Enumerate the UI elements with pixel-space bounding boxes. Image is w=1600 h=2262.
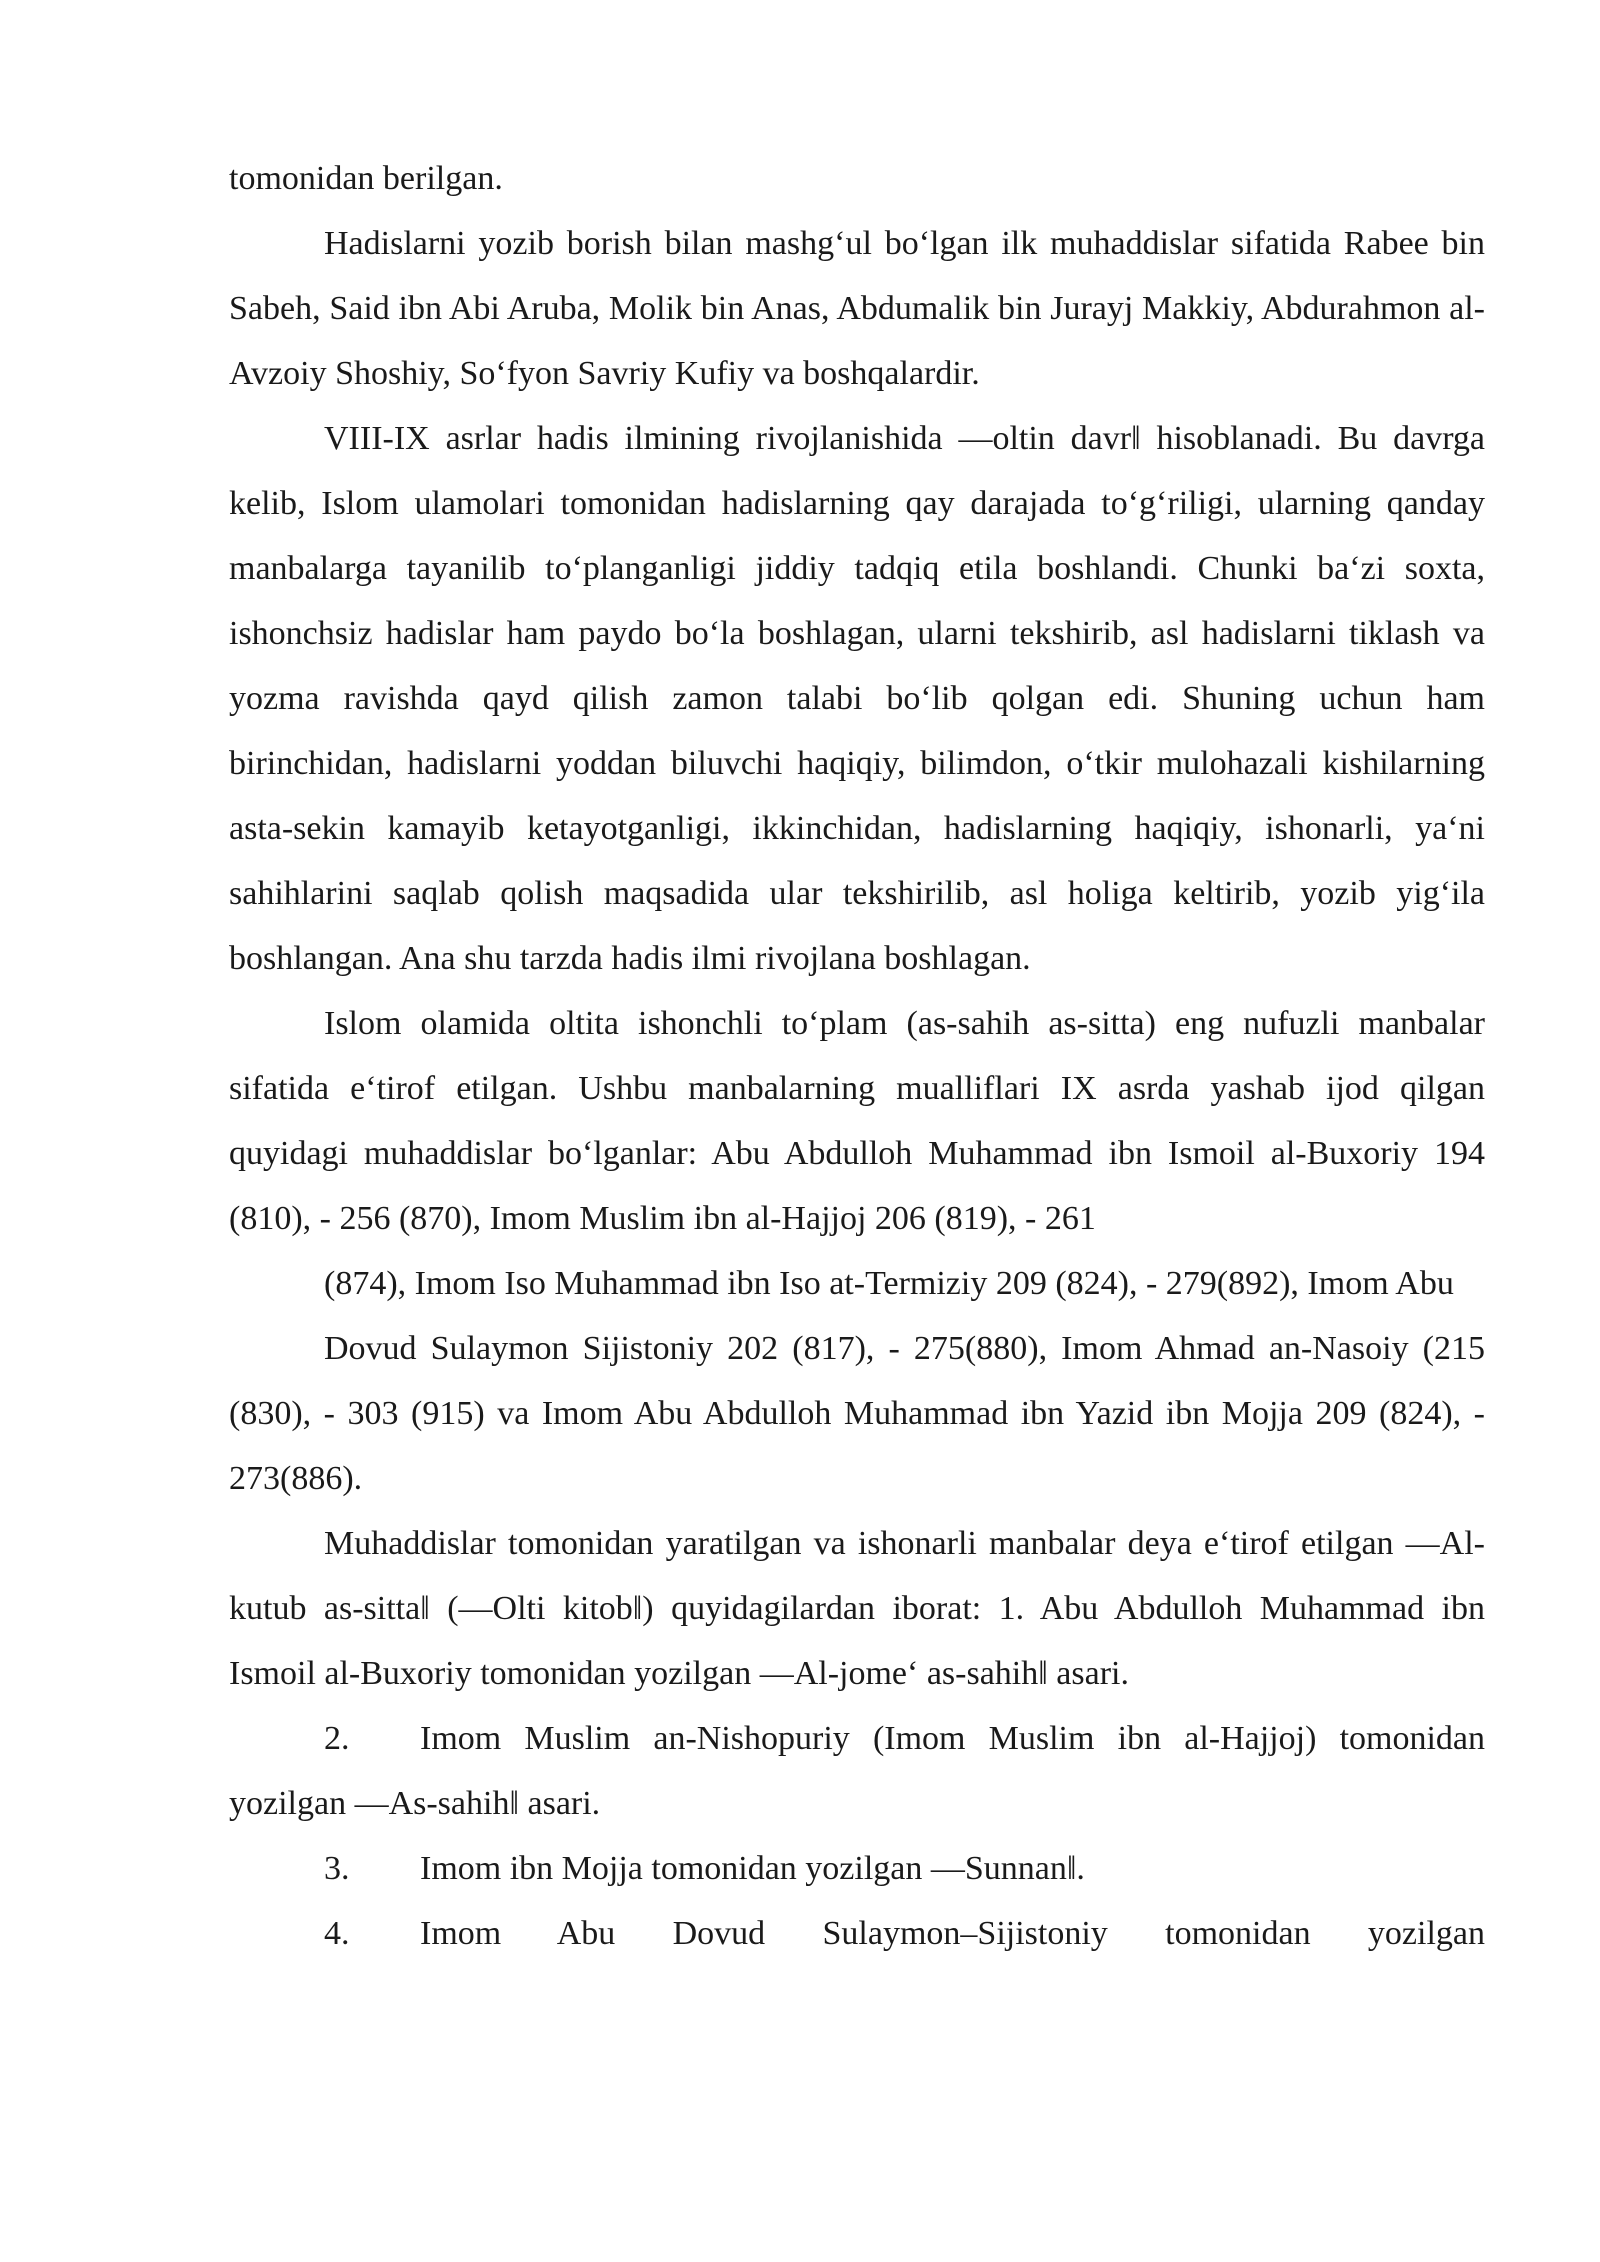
list-text: Imom Abu Dovud Sulaymon–Sijistoniy tomonidan yozilgan [420, 1915, 1485, 1952]
list-number: 4. [324, 1915, 350, 1952]
list-text: Imom ibn Mojja tomonidan yozilgan ―Sunnan‖. [420, 1850, 1085, 1887]
list-number: 3. [324, 1850, 350, 1887]
paragraph-1: tomonidan berilgan. [229, 160, 503, 197]
list-text: Imom Muslim an-Nishopuriy (Imom Muslim ibn al-Hajjoj) tomonidan yozilgan ―As-sahih‖ asari. [229, 1720, 1485, 1822]
paragraph-5: (874), Imom Iso Muhammad ibn Iso at-Termiziy 209 (824), - 279(892), Imom Abu [324, 1265, 1454, 1302]
paragraph-3: VIII-IX asrlar hadis ilmining rivojlanishida ―oltin davr‖ hisoblanadi. Bu davrga kelib, Islom ulamolari tomonidan hadislarning qay darajada to‘g‘riligi, ularning qanday manbalarga tayanilib to‘planganligi jiddiy tadqiq etila boshlandi. Chunki ba‘zi soxta, ishonchsiz hadislar ham paydo bo‘la boshlagan, ularni tekshirib, asl hadislarni tiklash va yozma ravishda qayd qilish zamon talabi bo‘lib qolgan edi. Shuning uchun ham birinchidan, hadislarni yoddan biluvchi haqiqiy, bilimdon, o‘tkir mulohazali kishilarning asta-sekin kamayib ketayotganligi, ikkinchidan, hadislarning haqiqiy, ishonarli, ya‘ni sahihlarini saqlab qolish maqsadida ular tekshirilib, asl holiga keltirib, yozib yig‘ila boshlangan. Ana shu tarzda hadis ilmi rivojlana boshlagan. [229, 420, 1485, 977]
list-item-2 [229, 1706, 1485, 1836]
document-page [229, 146, 1485, 1966]
paragraph-7: Muhaddislar tomonidan yaratilgan va ishonarli manbalar deya e‘tirof etilgan ―Al-kutub as-sitta‖ (―Olti kitob‖) quyidagilardan iborat: 1. Abu Abdulloh Muhammad ibn Ismoil al-Buxoriy tomonidan yozilgan ―Al-jome‘ as-sahih‖ asari. [229, 1525, 1485, 1692]
list-number: 2. [324, 1720, 350, 1757]
list-item-3 [229, 1836, 1485, 1901]
paragraph-4: Islom olamida oltita ishonchli to‘plam (as-sahih as-sitta) eng nufuzli manbalar sifatida e‘tirof etilgan. Ushbu manbalarning mualliflari IX asrda yashab ijod qilgan quyidagi muhaddislar bo‘lganlar: Abu Abdulloh Muhammad ibn Ismoil al-Buxoriy 194 (810), - 256 (870), Imom Muslim ibn al-Hajjoj 206 (819), - 261 [229, 1005, 1485, 1237]
list-item-4 [229, 1901, 1485, 1966]
paragraph-6: Dovud Sulaymon Sijistoniy 202 (817), - 275(880), Imom Ahmad an-Nasoiy (215 (830), - 303 (915) va Imom Abu Abdulloh Muhammad ibn Yazid ibn Mojja 209 (824), - 273(886). [229, 1330, 1485, 1497]
paragraph-2: Hadislarni yozib borish bilan mashg‘ul bo‘lgan ilk muhaddislar sifatida Rabee bin Sabeh, Said ibn Abi Aruba, Molik bin Anas, Abdumalik bin Jurayj Makkiy, Abdurahmon al-Avzoiy Shoshiy, So‘fyon Savriy Kufiy va boshqalardir. [229, 225, 1485, 392]
